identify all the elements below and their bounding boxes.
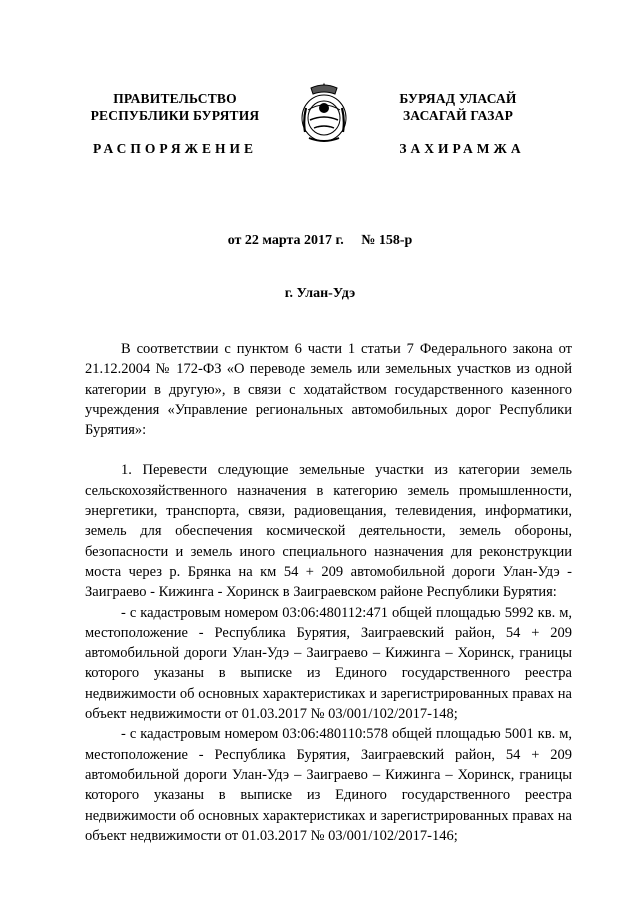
coat-of-arms-icon (297, 80, 351, 146)
issuer-line-1: ПРАВИТЕЛЬСТВО (113, 91, 237, 106)
document-body (85, 339, 572, 846)
document-date: от 22 марта 2017 г. (227, 233, 344, 248)
issuer-name-buryat (333, 90, 583, 124)
paragraph-preamble: В соответствии с пунктом 6 части 1 статьи 7 Федерального закона от 21.12.2004 № 172-ФЗ «О переводе земель или земельных участков из одной категории в другую», в связи с ходатайством государственного казенного учреждения «Управление региональных автомобильных дорог Республики Бурятия»: (85, 341, 572, 439)
issuer-line-2: РЕСПУБЛИКИ БУРЯТИЯ (90, 108, 260, 123)
paragraph-plot-2: - с кадастровым номером 03:06:480110:578 общей площадью 5001 кв. м, местоположение - Республика Бурятия, Заиграевский район, 54 + 209 автомобильной дороги Улан-Удэ – Заиграево – Кижинга – Хоринск, границы которого указаны в выписке из Единого государственного реестра недвижимости об основных характеристиках и зарегистрированных правах на объект недвижимости от 01.03.2017 № 03/001/102/2017-146; (85, 726, 572, 844)
paragraph-plot-1: - с кадастровым номером 03:06:480112:471 общей площадью 5992 кв. м, местоположение - Республика Бурятия, Заиграевский район, 54 + 209 автомобильной дороги Улан-Удэ – Заиграево – Кижинга – Хоринск, границы которого указаны в выписке из Единого государственного реестра недвижимости об основных характеристиках и зарегистрированных правах на объект недвижимости от 01.03.2017 № 03/001/102/2017-148; (85, 604, 572, 723)
document-number: № 158-р (361, 233, 413, 248)
issuer-name-russian (50, 90, 300, 124)
issuer-buryat-line-2: ЗАСАГАЙ ГАЗАР (402, 108, 514, 123)
document-type-russian: РАСПОРЯЖЕНИЕ (92, 141, 258, 156)
document-type-buryat: ЗАХИРАМЖА (399, 141, 525, 156)
document-date-number (0, 233, 640, 249)
paragraph-item-1: 1. Перевести следующие земельные участки из категории земель сельскохозяйственного назначения в категорию земель промышленности, энергетики, транспорта, связи, радиовещания, телевидения, информатики, земель для обеспечения космической деятельности, земель обороны, безопасности и земель иного специального назначения для реконструкции моста через р. Брянка на км 54 + 209 автомобильной дороги Улан-Удэ - Заиграево - Кижинга - Хоринск в Заиграевском районе Республики Бурятия: (85, 462, 572, 601)
issuer-buryat-line-1: БУРЯАД УЛАСАЙ (399, 91, 517, 106)
document-city: г. Улан-Удэ (284, 286, 356, 301)
